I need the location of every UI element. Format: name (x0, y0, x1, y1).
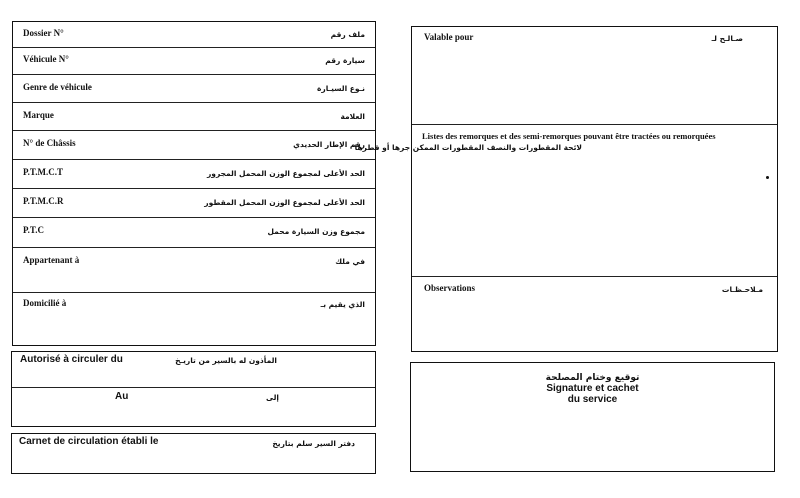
field-label-ar: في ملك (335, 257, 365, 266)
field-label-fr: P.T.M.C.R (23, 196, 64, 206)
observations-section (412, 277, 777, 351)
form-row-marque (13, 103, 375, 131)
signature-text (411, 373, 774, 405)
form-row-appartenant (13, 248, 375, 293)
field-label-ar: الذي يقيم بـ (320, 300, 365, 309)
authorization-from-ar: المأذون له بالسير من تاريـخ (175, 356, 277, 365)
field-label-fr: P.T.M.C.T (23, 167, 64, 177)
form-row-ptmcr (13, 189, 375, 218)
trailers-ar: لائحة المقطورات والنصف المقطورات الممكن جرها أو قطرها (354, 143, 582, 152)
carnet-fr: Carnet de circulation établi le (19, 436, 159, 447)
signature-ar: توقيع وختام المصلحة (545, 373, 640, 383)
form-row-domicile (13, 293, 375, 345)
valid-fr: Valable pour (424, 32, 474, 42)
vehicle-info-form (12, 21, 376, 346)
form-row-chassis (13, 131, 375, 160)
field-label-ar: الحد الأعلى لمجموع الوزن المحمل المجرور (206, 169, 365, 178)
form-row-vehicule (13, 48, 375, 75)
carnet-box (11, 433, 376, 474)
field-label-fr: Appartenant à (23, 255, 80, 265)
valid-section (412, 27, 777, 125)
field-label-ar: العلامة (340, 112, 365, 121)
bullet-dot (766, 176, 769, 179)
signature-box (410, 362, 775, 472)
authorization-from-row (12, 352, 375, 388)
carnet-ar: دفتر السير سلم بتاريخ (272, 439, 355, 448)
field-label-ar: سيارة رقم (325, 56, 365, 65)
observations-fr: Observations (424, 283, 476, 293)
authorization-to-ar: إلى (266, 393, 279, 402)
form-row-dossier (13, 22, 375, 48)
field-label-fr: N° de Châssis (23, 138, 76, 148)
valid-ar: صـالـح لـ (711, 34, 743, 43)
observations-ar: مـلاحـظـات (721, 285, 763, 294)
trailers-section (354, 125, 777, 277)
form-row-ptmct (13, 160, 375, 189)
form-row-ptc (13, 218, 375, 248)
signature-fr-line2: du service (567, 394, 618, 405)
trailers-fr: Listes des remorques et des semi-remorques pouvant être tractées ou remorquées (422, 131, 716, 141)
field-label-fr: Domicilié à (23, 298, 67, 308)
validity-form (354, 26, 778, 352)
field-label-fr: P.T.C (23, 225, 45, 235)
field-label-fr: Genre de véhicule (23, 82, 92, 92)
form-row-genre (13, 75, 375, 103)
field-label-ar: نـوع السيـارة (316, 84, 365, 93)
field-label-ar: الحد الأعلى لمجموع الوزن المحمل المقطور (204, 198, 365, 207)
authorization-to-fr: Au (115, 391, 129, 402)
field-label-fr: Véhicule N° (23, 54, 69, 64)
authorization-box (11, 351, 376, 427)
field-label-ar: ملف رقم (330, 30, 365, 39)
field-label-fr: Marque (23, 110, 54, 120)
authorization-from-fr: Autorisé à circuler du (20, 354, 123, 365)
field-label-fr: Dossier N° (23, 28, 64, 38)
field-label-ar: رقم الإطار الحديدي (293, 140, 365, 149)
field-label-ar: مجموع وزن السيارة محمل (267, 227, 365, 236)
signature-fr-line1: Signature et cachet (546, 383, 639, 394)
